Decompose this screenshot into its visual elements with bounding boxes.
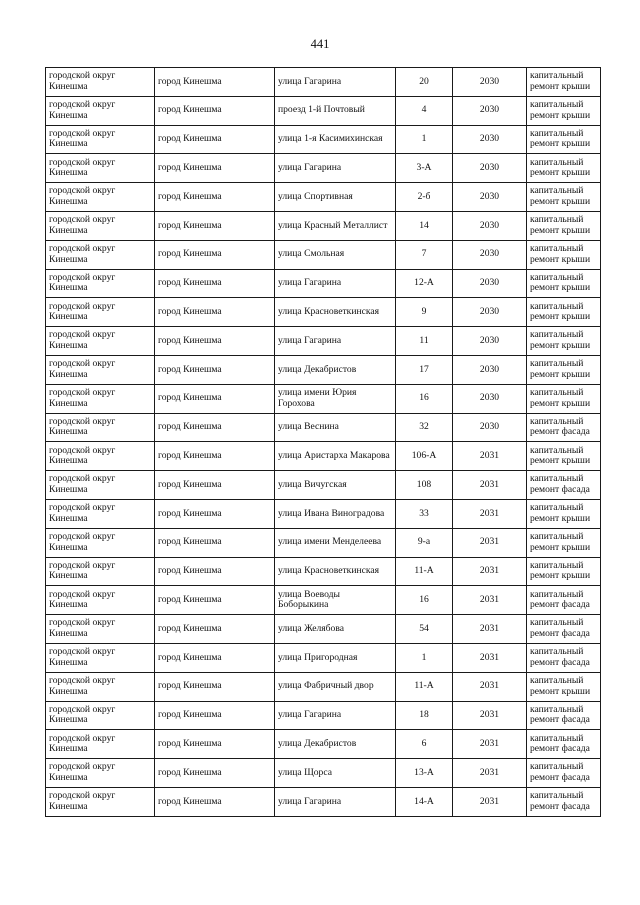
district-cell: городской округ Кинешма (46, 759, 155, 788)
city-cell: город Кинешма (155, 557, 275, 586)
work-type-cell: капитальный ремонт фасада (527, 471, 601, 500)
year-cell: 2030 (453, 327, 527, 356)
house-number-cell: 106-А (396, 442, 453, 471)
table-row (46, 68, 601, 97)
city-cell: город Кинешма (155, 154, 275, 183)
year-cell: 2030 (453, 384, 527, 413)
district-cell: городской округ Кинешма (46, 211, 155, 240)
city-cell: город Кинешма (155, 96, 275, 125)
district-cell: городской округ Кинешма (46, 355, 155, 384)
work-type-cell: капитальный ремонт крыши (527, 499, 601, 528)
street-cell: улица 1-я Касимихинская (275, 125, 396, 154)
year-cell: 2031 (453, 499, 527, 528)
work-type-cell: капитальный ремонт крыши (527, 557, 601, 586)
year-cell: 2030 (453, 211, 527, 240)
house-number-cell: 11 (396, 327, 453, 356)
year-cell: 2030 (453, 298, 527, 327)
table-row (46, 528, 601, 557)
year-cell: 2030 (453, 125, 527, 154)
table-row (46, 730, 601, 759)
house-number-cell: 11-А (396, 672, 453, 701)
work-type-cell: капитальный ремонт фасада (527, 730, 601, 759)
street-cell: улица Красный Металлист (275, 211, 396, 240)
house-number-cell: 3-А (396, 154, 453, 183)
year-cell: 2031 (453, 643, 527, 672)
work-type-cell: капитальный ремонт фасада (527, 615, 601, 644)
table-row (46, 154, 601, 183)
district-cell: городской округ Кинешма (46, 499, 155, 528)
house-number-cell: 17 (396, 355, 453, 384)
table-row (46, 759, 601, 788)
work-type-cell: капитальный ремонт фасада (527, 586, 601, 615)
city-cell: город Кинешма (155, 586, 275, 615)
city-cell: город Кинешма (155, 68, 275, 97)
table-row (46, 442, 601, 471)
district-cell: городской округ Кинешма (46, 528, 155, 557)
district-cell: городской округ Кинешма (46, 240, 155, 269)
street-cell: улица Вичугская (275, 471, 396, 500)
work-type-cell: капитальный ремонт крыши (527, 183, 601, 212)
city-cell: город Кинешма (155, 327, 275, 356)
district-cell: городской округ Кинешма (46, 730, 155, 759)
district-cell: городской округ Кинешма (46, 615, 155, 644)
work-type-cell: капитальный ремонт крыши (527, 298, 601, 327)
table-row (46, 298, 601, 327)
city-cell: город Кинешма (155, 730, 275, 759)
street-cell: улица Гагарина (275, 787, 396, 816)
city-cell: город Кинешма (155, 643, 275, 672)
city-cell: город Кинешма (155, 125, 275, 154)
house-number-cell: 1 (396, 643, 453, 672)
work-type-cell: капитальный ремонт крыши (527, 672, 601, 701)
table-row (46, 499, 601, 528)
work-type-cell: капитальный ремонт фасада (527, 787, 601, 816)
house-number-cell: 1 (396, 125, 453, 154)
house-number-cell: 108 (396, 471, 453, 500)
work-type-cell: капитальный ремонт крыши (527, 125, 601, 154)
street-cell: улица Красноветкинская (275, 298, 396, 327)
table-row (46, 211, 601, 240)
city-cell: город Кинешма (155, 240, 275, 269)
district-cell: городской округ Кинешма (46, 701, 155, 730)
year-cell: 2030 (453, 413, 527, 442)
table-row (46, 586, 601, 615)
house-number-cell: 7 (396, 240, 453, 269)
city-cell: город Кинешма (155, 672, 275, 701)
table-row (46, 96, 601, 125)
house-number-cell: 4 (396, 96, 453, 125)
city-cell: город Кинешма (155, 499, 275, 528)
house-number-cell: 14 (396, 211, 453, 240)
city-cell: город Кинешма (155, 298, 275, 327)
house-number-cell: 32 (396, 413, 453, 442)
house-number-cell: 2-б (396, 183, 453, 212)
city-cell: город Кинешма (155, 787, 275, 816)
work-type-cell: капитальный ремонт крыши (527, 442, 601, 471)
work-type-cell: капитальный ремонт фасада (527, 413, 601, 442)
house-number-cell: 11-А (396, 557, 453, 586)
street-cell: улица Веснина (275, 413, 396, 442)
table-row (46, 240, 601, 269)
house-number-cell: 16 (396, 384, 453, 413)
house-number-cell: 16 (396, 586, 453, 615)
street-cell: улица Гагарина (275, 701, 396, 730)
district-cell: городской округ Кинешма (46, 384, 155, 413)
work-type-cell: капитальный ремонт крыши (527, 355, 601, 384)
page-number: 441 (310, 37, 330, 51)
house-number-cell: 13-А (396, 759, 453, 788)
work-type-cell: капитальный ремонт крыши (527, 384, 601, 413)
street-cell: улица Декабристов (275, 355, 396, 384)
work-type-cell: капитальный ремонт крыши (527, 240, 601, 269)
year-cell: 2030 (453, 269, 527, 298)
street-cell: улица Аристарха Макарова (275, 442, 396, 471)
house-number-cell: 14-А (396, 787, 453, 816)
city-cell: город Кинешма (155, 355, 275, 384)
year-cell: 2031 (453, 528, 527, 557)
table-row (46, 125, 601, 154)
street-cell: улица Красноветкинская (275, 557, 396, 586)
year-cell: 2030 (453, 183, 527, 212)
year-cell: 2030 (453, 68, 527, 97)
street-cell: улица Гагарина (275, 68, 396, 97)
street-cell: улица Гагарина (275, 327, 396, 356)
work-type-cell: капитальный ремонт фасада (527, 643, 601, 672)
year-cell: 2031 (453, 701, 527, 730)
year-cell: 2031 (453, 730, 527, 759)
street-cell: улица Желябова (275, 615, 396, 644)
street-cell: улица имени Юрия Горохова (275, 384, 396, 413)
house-number-cell: 33 (396, 499, 453, 528)
district-cell: городской округ Кинешма (46, 643, 155, 672)
district-cell: городской округ Кинешма (46, 413, 155, 442)
year-cell: 2031 (453, 471, 527, 500)
year-cell: 2031 (453, 615, 527, 644)
city-cell: город Кинешма (155, 759, 275, 788)
city-cell: город Кинешма (155, 615, 275, 644)
table-row (46, 701, 601, 730)
district-cell: городской округ Кинешма (46, 298, 155, 327)
year-cell: 2031 (453, 759, 527, 788)
house-number-cell: 9 (396, 298, 453, 327)
district-cell: городской округ Кинешма (46, 269, 155, 298)
district-cell: городской округ Кинешма (46, 96, 155, 125)
street-cell: проезд 1-й Почтовый (275, 96, 396, 125)
table-row (46, 183, 601, 212)
work-type-cell: капитальный ремонт крыши (527, 211, 601, 240)
district-cell: городской округ Кинешма (46, 442, 155, 471)
street-cell: улица Воеводы Боборыкина (275, 586, 396, 615)
house-number-cell: 6 (396, 730, 453, 759)
table-body (46, 68, 601, 817)
year-cell: 2031 (453, 557, 527, 586)
street-cell: улица Пригородная (275, 643, 396, 672)
house-number-cell: 9-а (396, 528, 453, 557)
work-type-cell: капитальный ремонт крыши (527, 327, 601, 356)
work-type-cell: капитальный ремонт крыши (527, 154, 601, 183)
street-cell: улица имени Менделеева (275, 528, 396, 557)
district-cell: городской округ Кинешма (46, 68, 155, 97)
table-row (46, 355, 601, 384)
city-cell: город Кинешма (155, 211, 275, 240)
table-row (46, 269, 601, 298)
city-cell: город Кинешма (155, 442, 275, 471)
year-cell: 2031 (453, 672, 527, 701)
street-cell: улица Спортивная (275, 183, 396, 212)
table-row (46, 471, 601, 500)
work-type-cell: капитальный ремонт крыши (527, 269, 601, 298)
year-cell: 2030 (453, 154, 527, 183)
work-type-cell: капитальный ремонт крыши (527, 96, 601, 125)
city-cell: город Кинешма (155, 528, 275, 557)
house-number-cell: 20 (396, 68, 453, 97)
year-cell: 2030 (453, 355, 527, 384)
year-cell: 2031 (453, 787, 527, 816)
district-cell: городской округ Кинешма (46, 787, 155, 816)
year-cell: 2030 (453, 96, 527, 125)
work-type-cell: капитальный ремонт фасада (527, 701, 601, 730)
street-cell: улица Гагарина (275, 154, 396, 183)
street-cell: улица Ивана Виноградова (275, 499, 396, 528)
district-cell: городской округ Кинешма (46, 183, 155, 212)
house-number-cell: 54 (396, 615, 453, 644)
district-cell: городской округ Кинешма (46, 672, 155, 701)
year-cell: 2031 (453, 442, 527, 471)
table-row (46, 327, 601, 356)
city-cell: город Кинешма (155, 269, 275, 298)
district-cell: городской округ Кинешма (46, 557, 155, 586)
table-row (46, 672, 601, 701)
house-number-cell: 12-А (396, 269, 453, 298)
city-cell: город Кинешма (155, 413, 275, 442)
table-row (46, 413, 601, 442)
street-cell: улица Декабристов (275, 730, 396, 759)
city-cell: город Кинешма (155, 701, 275, 730)
year-cell: 2031 (453, 586, 527, 615)
table-row (46, 557, 601, 586)
district-cell: городской округ Кинешма (46, 154, 155, 183)
district-cell: городской округ Кинешма (46, 586, 155, 615)
year-cell: 2030 (453, 240, 527, 269)
city-cell: город Кинешма (155, 471, 275, 500)
street-cell: улица Щорса (275, 759, 396, 788)
work-type-cell: капитальный ремонт фасада (527, 759, 601, 788)
street-cell: улица Гагарина (275, 269, 396, 298)
city-cell: город Кинешма (155, 183, 275, 212)
street-cell: улица Смольная (275, 240, 396, 269)
table-row (46, 643, 601, 672)
work-type-cell: капитальный ремонт крыши (527, 528, 601, 557)
table-row (46, 384, 601, 413)
city-cell: город Кинешма (155, 384, 275, 413)
street-cell: улица Фабричный двор (275, 672, 396, 701)
district-cell: городской округ Кинешма (46, 125, 155, 154)
district-cell: городской округ Кинешма (46, 327, 155, 356)
table-row (46, 615, 601, 644)
repair-schedule-table (45, 67, 601, 817)
house-number-cell: 18 (396, 701, 453, 730)
work-type-cell: капитальный ремонт крыши (527, 68, 601, 97)
table-row (46, 787, 601, 816)
district-cell: городской округ Кинешма (46, 471, 155, 500)
